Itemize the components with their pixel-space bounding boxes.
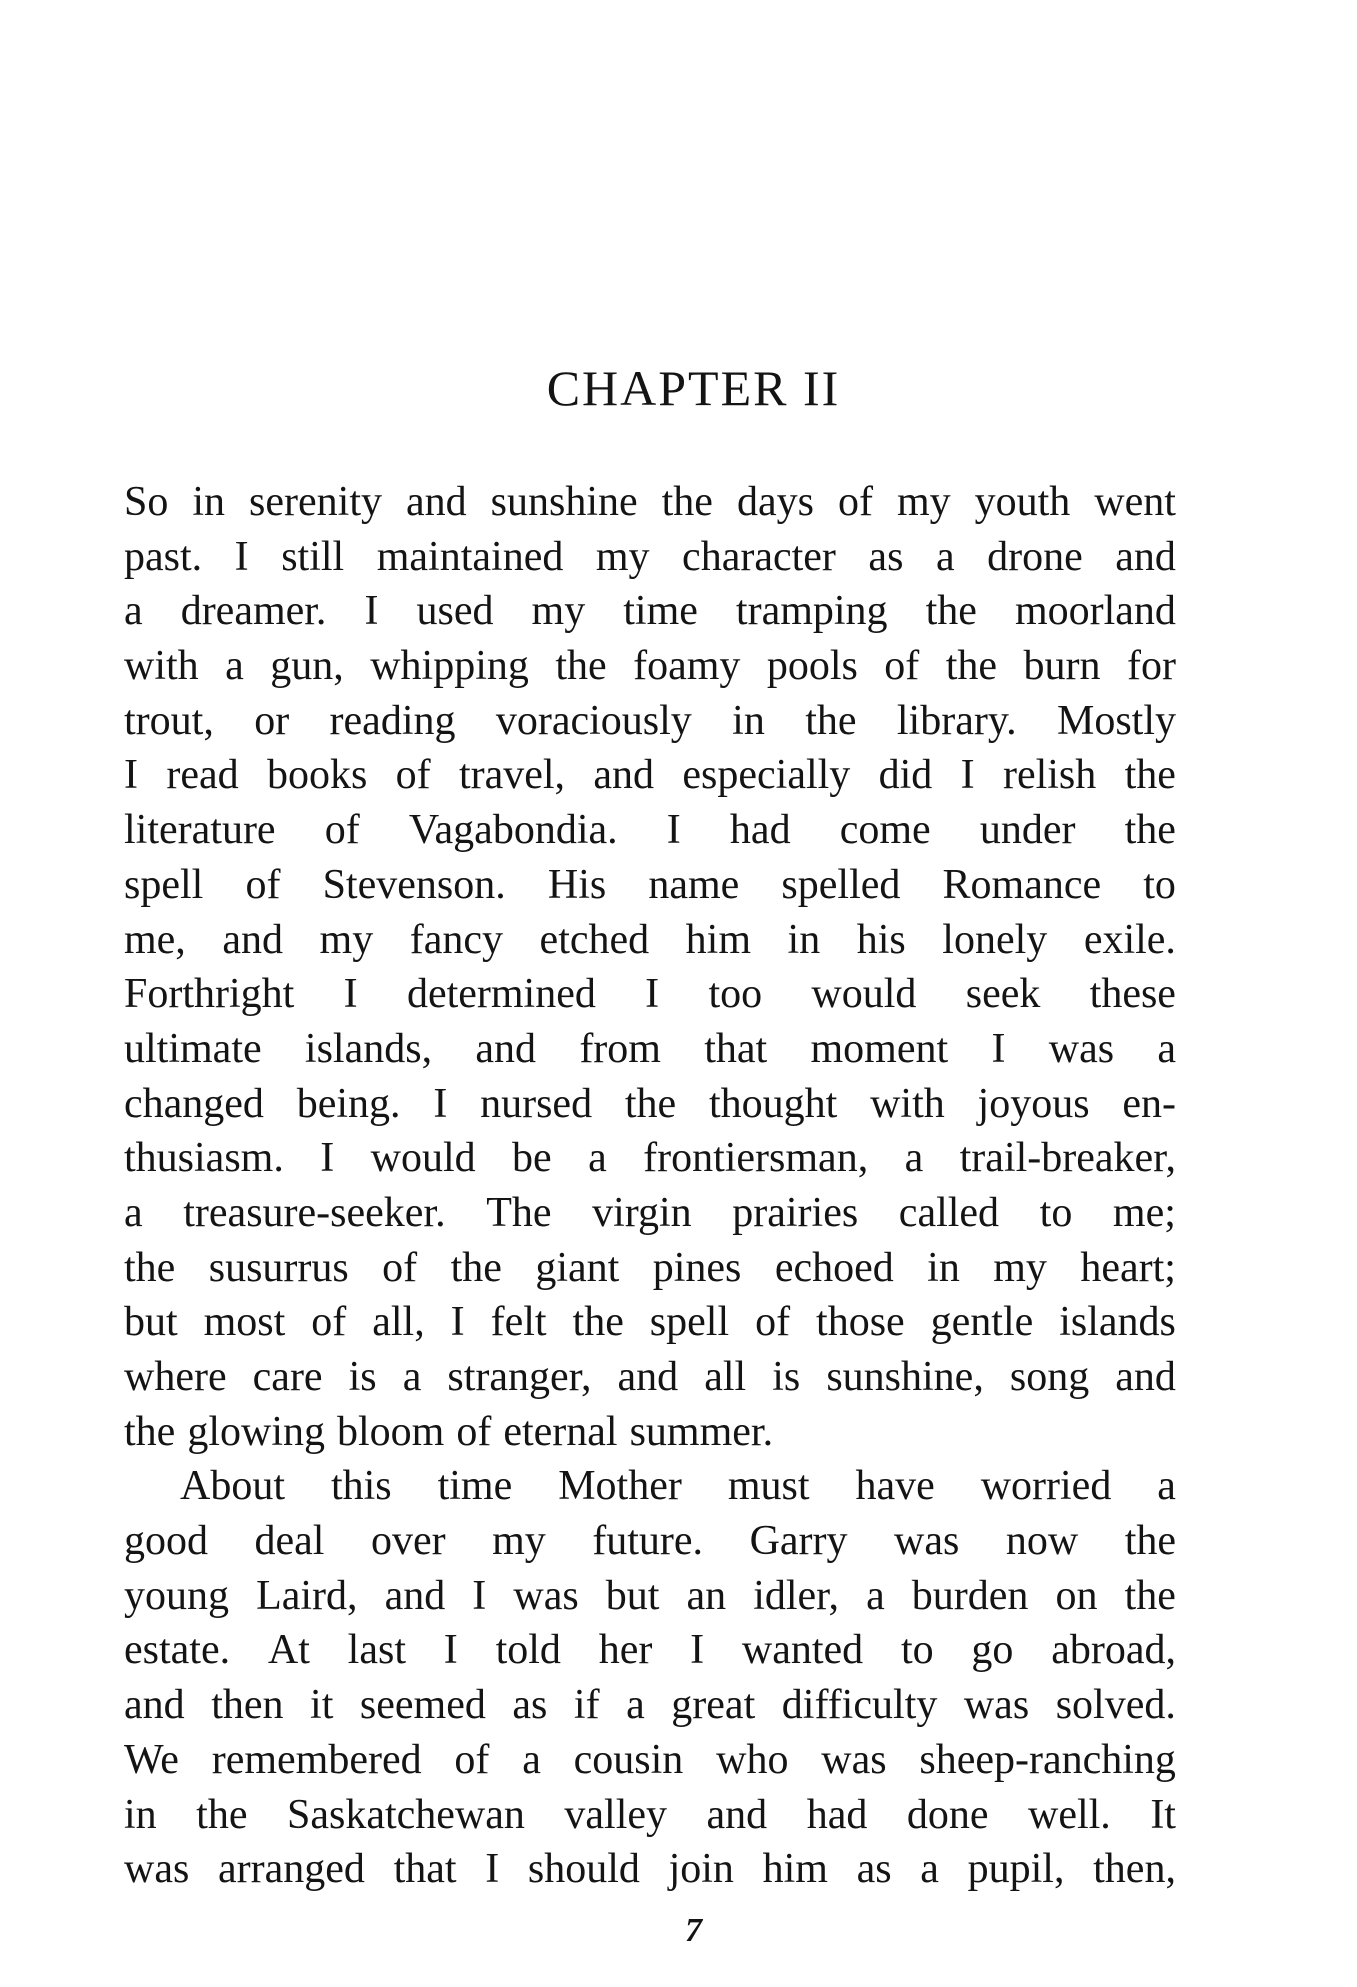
word: joyous [977, 1080, 1090, 1127]
word: So [124, 479, 169, 525]
word: of [382, 1244, 418, 1291]
word: susurrus [208, 1244, 349, 1291]
word: these [1089, 971, 1176, 1018]
word: I [645, 971, 660, 1018]
word: maintained [376, 533, 564, 580]
word: to [1143, 861, 1176, 908]
word: a [124, 1189, 143, 1236]
word: a [920, 1846, 939, 1893]
word: future. [592, 1518, 704, 1565]
word: my [492, 1518, 546, 1565]
word: I [320, 1135, 335, 1182]
word: solved. [1055, 1682, 1176, 1729]
word: determined [406, 971, 596, 1018]
text-line [124, 1623, 1176, 1678]
word: voraciously [495, 697, 692, 744]
word: seek [965, 971, 1041, 1018]
word: a [402, 1354, 422, 1400]
word: literature [124, 807, 276, 854]
word: pupil, [967, 1846, 1065, 1893]
word: I [234, 533, 249, 580]
word: difficulty [781, 1682, 938, 1729]
word: if [573, 1682, 600, 1729]
word: the [624, 1080, 677, 1127]
text-line [124, 1022, 1176, 1077]
word: the [1124, 1572, 1176, 1619]
text-line [124, 1350, 1176, 1405]
word: was [821, 1736, 887, 1783]
word: lonely [942, 916, 1048, 963]
word: in [732, 697, 765, 744]
word: was [963, 1682, 1030, 1729]
word: moment [810, 1025, 949, 1072]
word: with [124, 643, 199, 690]
word: in [787, 916, 821, 963]
word: and [475, 1025, 537, 1072]
text-line [124, 858, 1176, 913]
word: and [1115, 533, 1176, 580]
word: and [222, 916, 283, 963]
word: gun, [270, 643, 344, 690]
word: sheep-ranching [919, 1736, 1176, 1783]
word: and [124, 1682, 185, 1729]
word: was [894, 1518, 960, 1565]
word: a [904, 1135, 924, 1182]
word: valley [564, 1791, 668, 1838]
word: spelled [781, 861, 901, 908]
word: under [979, 807, 1076, 854]
word: arranged [218, 1846, 365, 1893]
word: I [960, 752, 975, 799]
word: as [512, 1682, 548, 1729]
word: the [661, 479, 713, 525]
word: character [682, 533, 836, 580]
word: in [124, 1791, 157, 1838]
word: thought [708, 1080, 838, 1127]
word: giant [535, 1244, 620, 1291]
word: but [124, 1299, 178, 1346]
word: in [192, 479, 226, 525]
word: I [364, 588, 379, 635]
word: worried [980, 1463, 1112, 1510]
word: islands, [304, 1025, 433, 1072]
word: but [605, 1572, 660, 1619]
word: prairies [732, 1189, 859, 1236]
word: name [648, 861, 740, 908]
word: the [555, 643, 607, 690]
word: those [816, 1299, 905, 1346]
word: him [685, 916, 752, 963]
word: of [245, 861, 281, 908]
word: Garry [749, 1518, 848, 1565]
word: trout, [124, 697, 214, 744]
word: is [348, 1354, 377, 1400]
word: At [267, 1627, 310, 1674]
word: on [1055, 1572, 1098, 1619]
word: It [1150, 1791, 1176, 1838]
word: a [626, 1682, 645, 1729]
word: time [437, 1463, 513, 1510]
word: deal [254, 1518, 325, 1565]
word: remembered [211, 1736, 422, 1783]
word: I [450, 1299, 465, 1346]
word: well. [1028, 1791, 1111, 1838]
text-line [124, 1459, 1176, 1514]
text-line [124, 530, 1176, 585]
word: I [690, 1627, 705, 1674]
word: sunshine, [826, 1354, 984, 1400]
word: who [716, 1736, 789, 1783]
word: most [203, 1299, 286, 1346]
word: would [811, 971, 917, 1018]
word: a [866, 1572, 885, 1619]
word: went [1094, 479, 1176, 525]
text-line [124, 748, 1176, 803]
word: an [686, 1572, 727, 1619]
word: where [124, 1354, 227, 1400]
word: library. [896, 697, 1017, 744]
word: to [900, 1627, 934, 1674]
text-line [124, 584, 1176, 639]
word: of [456, 1408, 492, 1455]
text-line [124, 1241, 1176, 1296]
word: it [310, 1682, 334, 1729]
word: gentle [930, 1299, 1034, 1346]
word: thusiasm. [124, 1135, 284, 1182]
word: for [1126, 643, 1176, 690]
word: About [180, 1463, 285, 1510]
word: I [343, 971, 358, 1018]
word: echoed [774, 1244, 894, 1291]
word: used [416, 588, 494, 635]
word: and [384, 1572, 446, 1619]
word: this [330, 1463, 392, 1510]
word: young [124, 1572, 229, 1619]
word: bloom [336, 1408, 445, 1455]
word: then, [1093, 1846, 1176, 1893]
word: then [211, 1682, 284, 1729]
text-line [124, 967, 1176, 1022]
word: Stevenson. [322, 861, 506, 908]
word: Saskatchewan [286, 1791, 525, 1838]
word: called [898, 1189, 1000, 1236]
word: I [472, 1572, 487, 1619]
word: now [1005, 1518, 1079, 1565]
word: pines [652, 1244, 742, 1291]
text-line [124, 913, 1176, 968]
word: frontiersman, [643, 1135, 869, 1182]
text-line [124, 1569, 1176, 1624]
word: my [595, 533, 650, 580]
word: a [935, 533, 955, 580]
word: stranger, [447, 1354, 592, 1400]
word: to [1039, 1189, 1073, 1236]
word: the [1124, 807, 1176, 854]
word: last [347, 1627, 406, 1674]
word: a [1157, 1025, 1176, 1072]
word: travel, [458, 752, 566, 799]
word: of [837, 479, 873, 525]
word: the [124, 1408, 176, 1455]
word: was [513, 1572, 579, 1619]
word: as [856, 1846, 892, 1893]
word: estate. [124, 1627, 231, 1674]
word: I [485, 1846, 500, 1893]
word: the [572, 1299, 624, 1346]
text-line [124, 639, 1176, 694]
word: should [527, 1846, 640, 1893]
word: of [324, 807, 360, 854]
word: relish [1002, 752, 1097, 799]
text-line [124, 1733, 1176, 1788]
word: a [1157, 1463, 1176, 1510]
word: and [405, 479, 467, 525]
word: Vagabondia. [408, 807, 618, 854]
word: We [124, 1736, 179, 1783]
word: days [736, 479, 814, 525]
word: I [991, 1025, 1006, 1072]
word: as [868, 533, 904, 580]
word: eternal [503, 1408, 618, 1455]
word: was [124, 1846, 190, 1893]
word: of [311, 1299, 347, 1346]
word: reading [329, 697, 456, 744]
word: a [522, 1736, 541, 1783]
text-line [124, 1842, 1176, 1897]
word: the [805, 697, 857, 744]
word: I [443, 1627, 458, 1674]
word: me; [1112, 1189, 1176, 1236]
word: must [727, 1463, 810, 1510]
word: moorland [1014, 588, 1176, 635]
word: the [945, 643, 998, 690]
text-line [124, 1405, 1176, 1460]
word: idler, [753, 1572, 839, 1619]
word: with [870, 1080, 945, 1127]
word: and [617, 1354, 679, 1400]
word: tramping [735, 588, 888, 635]
word: the [925, 588, 977, 635]
word: youth [974, 479, 1071, 525]
word: would [370, 1135, 476, 1182]
word: in [927, 1244, 960, 1291]
word: had [806, 1791, 868, 1838]
word: drone [987, 533, 1083, 580]
word: I [124, 752, 138, 799]
word: too [708, 971, 763, 1018]
word: had [729, 807, 791, 854]
word: burden [911, 1572, 1029, 1619]
word: being. [296, 1080, 401, 1127]
word: the [196, 1791, 248, 1838]
word: the [1124, 752, 1176, 799]
word: great [671, 1682, 756, 1729]
word: dreamer. [180, 588, 327, 635]
word: her [598, 1627, 653, 1674]
word: him [762, 1846, 828, 1893]
word: trail-breaker, [959, 1135, 1176, 1182]
word: etched [539, 916, 650, 963]
word: of [395, 752, 431, 799]
word: pools [766, 643, 858, 690]
word: sunshine [490, 479, 638, 525]
word: virgin [592, 1189, 692, 1236]
text-line [124, 1077, 1176, 1132]
word: is [772, 1354, 801, 1400]
word: over [370, 1518, 446, 1565]
word: told [495, 1627, 561, 1674]
word: and [1115, 1354, 1176, 1400]
word: spell [124, 861, 204, 908]
word: Romance [942, 861, 1102, 908]
word: burn [1023, 643, 1101, 690]
word: of [454, 1736, 490, 1783]
word: read [166, 752, 239, 799]
word: nursed [480, 1080, 593, 1127]
word: good [124, 1518, 208, 1565]
word: be [512, 1135, 552, 1182]
word: seemed [359, 1682, 486, 1729]
word: join [668, 1846, 734, 1893]
word: the [450, 1244, 502, 1291]
word: en- [1122, 1080, 1176, 1127]
word: my [993, 1244, 1047, 1291]
word: I [433, 1080, 448, 1127]
word: whipping [370, 643, 529, 690]
word: that [393, 1846, 457, 1893]
word: serenity [249, 479, 382, 525]
word: of [884, 643, 920, 690]
word: cousin [573, 1736, 684, 1783]
word: of [755, 1299, 791, 1346]
word: glowing [187, 1408, 325, 1455]
chapter-title: CHAPTER II [546, 360, 841, 416]
word: heart; [1080, 1244, 1176, 1291]
word: Laird, [256, 1572, 358, 1619]
word: all [704, 1354, 747, 1400]
word: The [486, 1189, 552, 1236]
word: my [896, 479, 951, 525]
word: a [225, 643, 244, 690]
word: care [252, 1354, 323, 1400]
text-line [124, 803, 1176, 858]
word: that [704, 1025, 768, 1072]
word: have [855, 1463, 935, 1510]
word: treasure-seeker. [183, 1189, 446, 1236]
word: ultimate [124, 1025, 262, 1072]
body-text [124, 475, 1176, 1897]
word: my [531, 588, 586, 635]
text-line [124, 1678, 1176, 1733]
word: go [971, 1627, 1014, 1674]
word: books [266, 752, 368, 799]
word: from [579, 1025, 661, 1072]
word: or [254, 697, 290, 744]
word: and [706, 1791, 768, 1838]
text-line [124, 1186, 1176, 1241]
word: time [623, 588, 698, 635]
word: come [839, 807, 931, 854]
word: I [666, 807, 681, 854]
word: done [906, 1791, 989, 1838]
word: foamy [633, 643, 741, 690]
word: the [124, 1244, 176, 1291]
word: my [319, 916, 374, 963]
word: fancy [409, 916, 504, 963]
word: summer. [629, 1408, 774, 1455]
page-number: 7 [685, 1912, 702, 1949]
word: exile. [1083, 916, 1176, 963]
word: islands [1059, 1299, 1176, 1346]
word: especially [682, 752, 851, 799]
word: Mostly [1056, 697, 1176, 744]
word: changed [124, 1080, 264, 1127]
word: wanted [741, 1627, 864, 1674]
word: me, [124, 916, 186, 963]
text-line [124, 1788, 1176, 1843]
text-line [124, 1514, 1176, 1569]
text-line [124, 475, 1176, 530]
word: song [1009, 1354, 1090, 1400]
word: a [588, 1135, 607, 1182]
word: His [547, 861, 607, 908]
word: still [281, 533, 345, 580]
text-line [124, 1295, 1176, 1350]
word: was [1048, 1025, 1115, 1072]
word: a [124, 588, 143, 635]
word: abroad, [1051, 1627, 1176, 1674]
word: past. [124, 533, 203, 580]
word: Mother [558, 1463, 682, 1510]
word: all, [372, 1299, 425, 1346]
word: Forthright [124, 971, 295, 1018]
word: did [878, 752, 933, 799]
word: and [593, 752, 655, 799]
text-line [124, 694, 1176, 749]
text-line [124, 1131, 1176, 1186]
word: spell [649, 1299, 730, 1346]
word: his [856, 916, 906, 963]
word: felt [490, 1299, 547, 1346]
word: the [1124, 1518, 1176, 1565]
